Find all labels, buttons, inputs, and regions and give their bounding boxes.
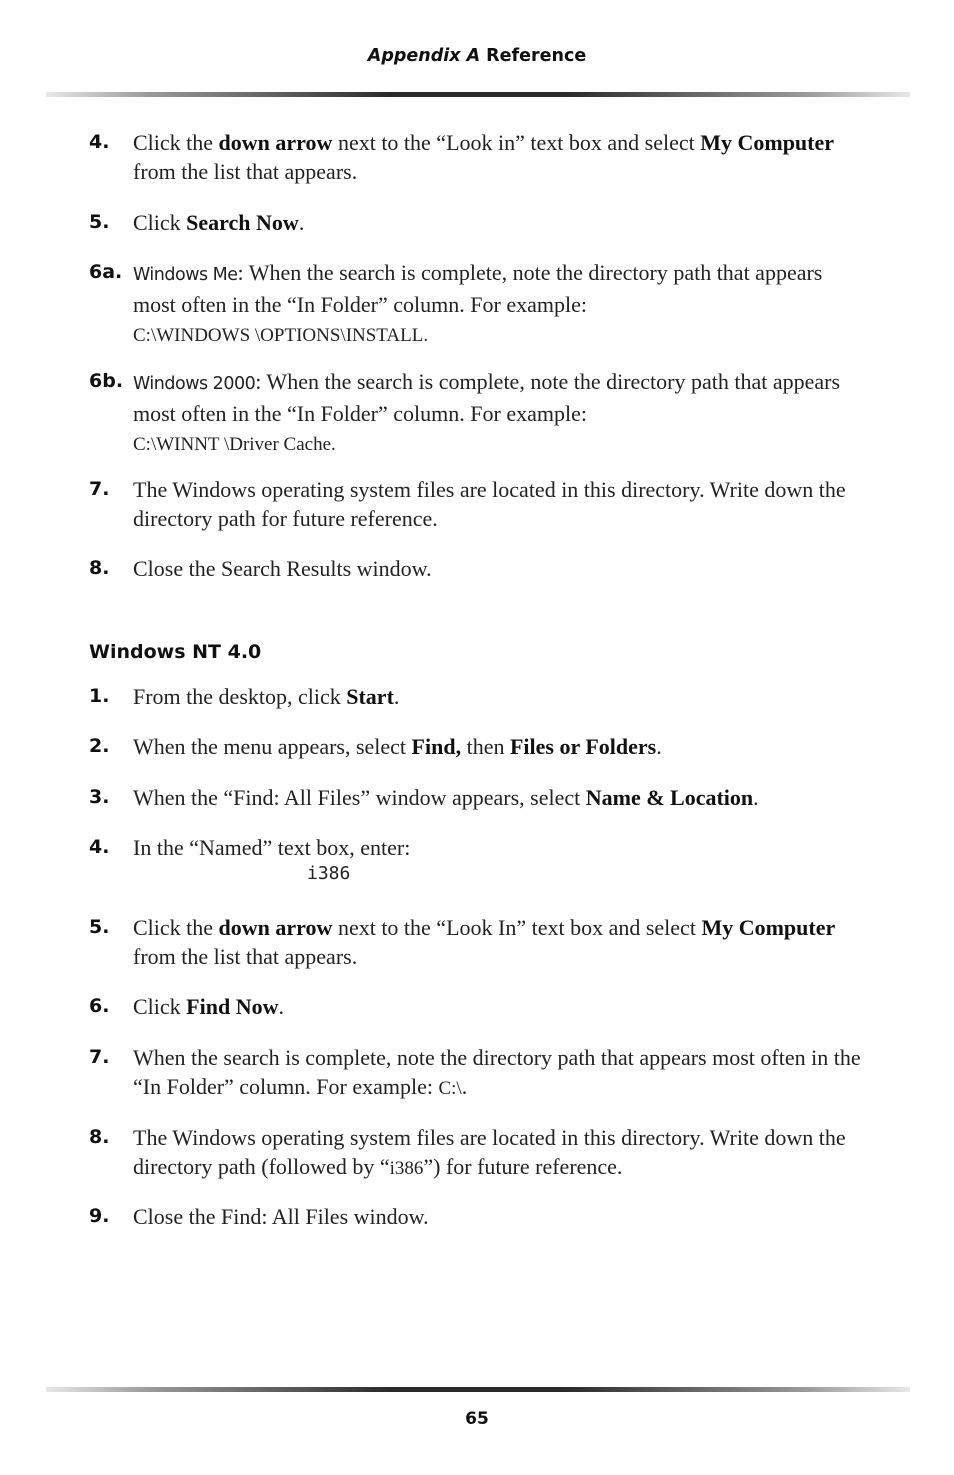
step-b-5	[89, 913, 869, 971]
step-text: The Windows operating system files are located in this directory. Write down the directory path (followed by “i386”) for future reference.	[133, 1125, 846, 1179]
directory-path: C:\WINNT \Driver Cache.	[133, 434, 336, 455]
step-b-8	[89, 1123, 869, 1183]
directory-path: C:\WINDOWS \OPTIONS\INSTALL.	[133, 325, 429, 346]
step-number: 7.	[89, 478, 110, 500]
header-title: Reference	[486, 46, 587, 66]
code-entry: i386	[307, 863, 351, 884]
step-a-5	[89, 208, 869, 237]
step-a-7	[89, 475, 869, 533]
step-b-4	[89, 833, 869, 886]
step-b-7	[89, 1043, 869, 1103]
step-number: 3.	[89, 786, 110, 808]
step-number: 7.	[89, 1046, 110, 1068]
step-b-9	[89, 1202, 869, 1231]
step-number: 2.	[89, 735, 110, 757]
step-b-3	[89, 783, 869, 812]
header-rule	[46, 92, 910, 97]
footer-rule	[46, 1387, 910, 1392]
step-text: Windows 2000: When the search is complete, note the directory path that appears most often in the “In Folder” column. For example: C:\WINNT \Driver Cache.	[133, 369, 841, 455]
step-a-6b	[89, 367, 869, 459]
step-number: 4.	[89, 836, 110, 858]
step-number: 5.	[89, 211, 110, 233]
step-text: Windows Me: When the search is complete, note the directory path that appears most often in the “In Folder” column. For example: C:\WINDOWS \OPTIONS\INSTALL.	[133, 260, 823, 346]
step-number: 9.	[89, 1205, 110, 1227]
step-text: In the “Named” text box, enter:	[133, 835, 411, 860]
step-number: 8.	[89, 557, 110, 579]
directory-path: C:\	[438, 1078, 462, 1099]
step-text: Click Find Now.	[133, 994, 284, 1019]
page-number: 65	[465, 1409, 489, 1429]
os-label: Windows Me	[133, 265, 238, 285]
step-text: When the search is complete, note the directory path that appears most often in the “In Folder” column. For example: C:\.	[133, 1045, 861, 1099]
os-label: Windows 2000	[133, 374, 256, 394]
step-number: 6a.	[89, 261, 123, 283]
step-number: 1.	[89, 685, 110, 707]
step-text: Click the down arrow next to the “Look In” text box and select My Computer from the list that appears.	[133, 915, 836, 969]
step-a-6a	[89, 258, 869, 350]
step-text: Click the down arrow next to the “Look in” text box and select My Computer from the list that appears.	[133, 130, 835, 184]
step-text: When the menu appears, select Find, then Files or Folders.	[133, 734, 662, 759]
step-number: 8.	[89, 1126, 110, 1148]
step-number: 6b.	[89, 370, 124, 392]
step-text: Close the Search Results window.	[133, 556, 432, 581]
step-number: 4.	[89, 131, 110, 153]
step-a-8	[89, 554, 869, 583]
running-header	[0, 46, 954, 66]
step-number: 6.	[89, 995, 110, 1017]
section-heading: Windows NT 4.0	[89, 641, 262, 663]
step-text: From the desktop, click Start.	[133, 684, 400, 709]
step-b-2	[89, 732, 869, 761]
step-a-4	[89, 128, 869, 186]
step-number: 5.	[89, 916, 110, 938]
step-text: When the “Find: All Files” window appears, select Name & Location.	[133, 785, 759, 810]
inline-code: i386	[389, 1158, 424, 1179]
step-text: The Windows operating system files are located in this directory. Write down the directory path for future reference.	[133, 477, 846, 531]
step-b-1	[89, 682, 869, 711]
step-text: Close the Find: All Files window.	[133, 1204, 429, 1229]
step-b-6	[89, 992, 869, 1021]
header-appendix-label: Appendix A	[367, 46, 481, 66]
step-text: Click Search Now.	[133, 210, 305, 235]
